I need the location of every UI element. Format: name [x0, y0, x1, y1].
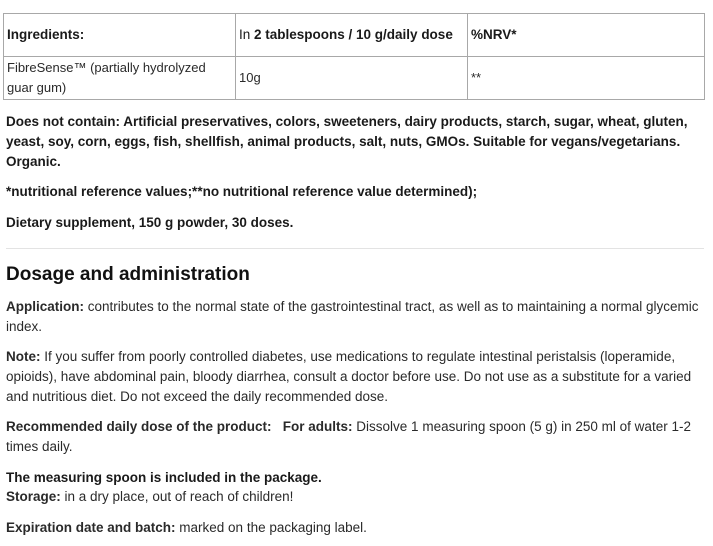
application-label: Application: [6, 299, 84, 314]
expiration-paragraph [6, 518, 706, 538]
header-ingredients: Ingredients: [4, 14, 236, 57]
ingredient-amount: 10g [236, 57, 468, 100]
ingredients-table [3, 13, 705, 100]
does-not-contain: Does not contain: Artificial preservatives, colors, sweeteners, dairy products, starch, sugar, wheat, gluten, yeast, soy, corn, eggs, fish, shellfish, animal products, salt, nuts, GMOs. Suitable for vegans/vegetarians. Organic. [6, 114, 688, 169]
table-header-row [4, 14, 705, 57]
dosage-section-title: Dosage and administration [6, 264, 250, 285]
note-label: Note: [6, 349, 41, 364]
note-text: If you suffer from poorly controlled diabetes, use medications to regulate intestinal peristalsis (loperamide, opioids), have abdominal pain, bloody diarrhea, consult a doctor before use. Do not use as a substitute for a varied and nutritious diet. Do not exceed the daily recommended dose. [6, 349, 692, 404]
ingredient-nrv: ** [468, 57, 705, 100]
daily-dose-text: Dissolve 1 measuring spoon (5 g) in 250 ml of water 1-2 times daily. [6, 419, 691, 454]
application-paragraph [6, 297, 706, 337]
header-nrv: %NRV* [468, 14, 705, 57]
storage-label: Storage: [6, 489, 61, 504]
header-amount-prefix: In [239, 27, 255, 42]
header-amount-bold: 2 tablespoons / 10 g/daily dose [254, 27, 453, 42]
supplement-description: Dietary supplement, 150 g powder, 30 doses. [6, 215, 294, 230]
table-row [4, 57, 705, 100]
adults-label: For adults: [282, 419, 353, 434]
footnote: *nutritional reference values;**no nutritional reference value determined); [6, 184, 478, 199]
storage-paragraph [6, 487, 706, 507]
daily-dose-paragraph [6, 417, 706, 457]
ingredient-name: FibreSense™ (partially hydrolyzed guar gum) [4, 57, 236, 100]
expiration-text: marked on the packaging label. [175, 520, 367, 535]
spoon-included: The measuring spoon is included in the package. [6, 470, 322, 485]
header-amount [236, 14, 468, 57]
daily-dose-label: Recommended daily dose of the product: [6, 419, 272, 434]
application-text: contributes to the normal state of the gastrointestinal tract, as well as to maintaining a normal glycemic index. [6, 299, 699, 334]
note-paragraph [6, 347, 706, 407]
expiration-label: Expiration date and batch: [6, 520, 176, 535]
section-divider [6, 248, 704, 249]
storage-text: in a dry place, out of reach of children! [60, 489, 294, 504]
